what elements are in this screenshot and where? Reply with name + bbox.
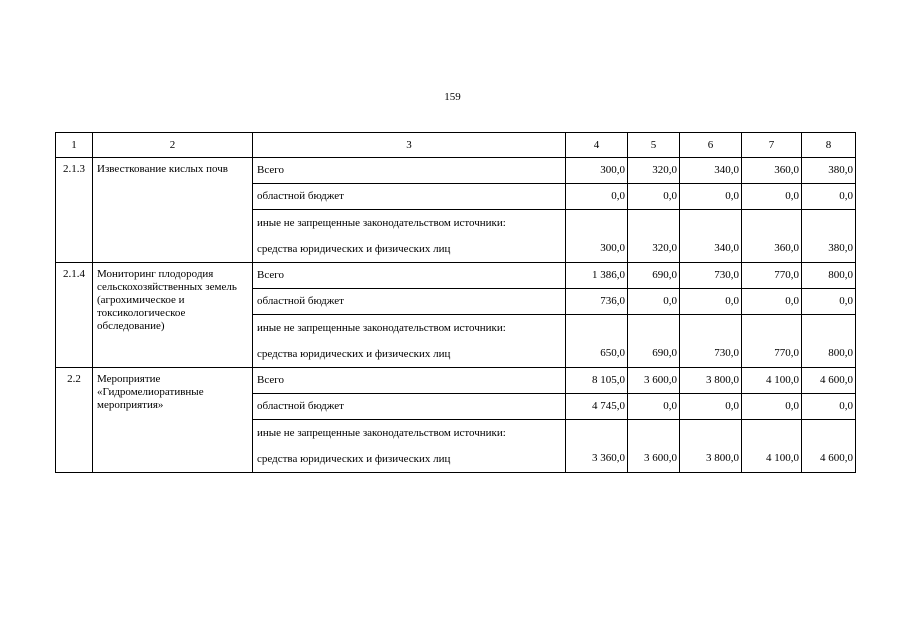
source-label (253, 315, 566, 368)
value-cell: 770,0 (742, 263, 802, 289)
value-cell: 340,0 (680, 210, 742, 263)
value-cell: 0,0 (802, 289, 856, 315)
source-label: областной бюджет (253, 394, 566, 420)
budget-table (55, 132, 856, 473)
value-cell: 0,0 (628, 289, 680, 315)
value-cell: 0,0 (742, 289, 802, 315)
value-cell: 3 800,0 (680, 368, 742, 394)
source-label: Всего (253, 263, 566, 289)
value-cell: 770,0 (742, 315, 802, 368)
source-label: областной бюджет (253, 184, 566, 210)
value-cell: 340,0 (680, 158, 742, 184)
legal-entities-label: средства юридических и физических лиц (257, 453, 451, 465)
table-row (56, 368, 856, 394)
value-cell: 4 600,0 (802, 420, 856, 473)
value-cell: 3 360,0 (566, 420, 628, 473)
item-name: Мониторинг плодородия сельскохозяйственных земель (агрохимическое и токсикологическое обследование) (93, 263, 253, 368)
source-label: Всего (253, 368, 566, 394)
item-code: 2.1.3 (56, 158, 93, 263)
column-header: 8 (802, 133, 856, 158)
column-header: 6 (680, 133, 742, 158)
value-cell: 650,0 (566, 315, 628, 368)
source-label (253, 420, 566, 473)
value-cell: 736,0 (566, 289, 628, 315)
value-cell: 3 600,0 (628, 420, 680, 473)
item-name: Мероприятие «Гидромелиоративные мероприятия» (93, 368, 253, 473)
item-code: 2.1.4 (56, 263, 93, 368)
value-cell: 380,0 (802, 210, 856, 263)
value-cell: 800,0 (802, 263, 856, 289)
item-code: 2.2 (56, 368, 93, 473)
value-cell: 4 100,0 (742, 368, 802, 394)
value-cell: 360,0 (742, 210, 802, 263)
value-cell: 0,0 (742, 184, 802, 210)
value-cell: 690,0 (628, 315, 680, 368)
source-label: областной бюджет (253, 289, 566, 315)
value-cell: 0,0 (802, 184, 856, 210)
value-cell: 8 105,0 (566, 368, 628, 394)
value-cell: 320,0 (628, 158, 680, 184)
source-label (253, 210, 566, 263)
column-header: 2 (93, 133, 253, 158)
other-sources-label: иные не запрещенные законодательством источники: (257, 217, 506, 229)
item-name: Известкование кислых почв (93, 158, 253, 263)
source-label: Всего (253, 158, 566, 184)
table-row (56, 263, 856, 289)
value-cell: 4 745,0 (566, 394, 628, 420)
value-cell: 0,0 (680, 394, 742, 420)
column-header: 4 (566, 133, 628, 158)
value-cell: 730,0 (680, 315, 742, 368)
value-cell: 300,0 (566, 158, 628, 184)
other-sources-label: иные не запрещенные законодательством источники: (257, 322, 506, 334)
page-number: 159 (444, 91, 461, 103)
value-cell: 320,0 (628, 210, 680, 263)
column-header: 5 (628, 133, 680, 158)
value-cell: 1 386,0 (566, 263, 628, 289)
value-cell: 0,0 (742, 394, 802, 420)
value-cell: 4 600,0 (802, 368, 856, 394)
value-cell: 0,0 (628, 184, 680, 210)
legal-entities-label: средства юридических и физических лиц (257, 348, 451, 360)
value-cell: 690,0 (628, 263, 680, 289)
column-header-row (56, 133, 856, 158)
value-cell: 800,0 (802, 315, 856, 368)
value-cell: 300,0 (566, 210, 628, 263)
legal-entities-label: средства юридических и физических лиц (257, 243, 451, 255)
value-cell: 0,0 (680, 289, 742, 315)
table-row (56, 158, 856, 184)
value-cell: 0,0 (566, 184, 628, 210)
value-cell: 3 800,0 (680, 420, 742, 473)
value-cell: 4 100,0 (742, 420, 802, 473)
column-header: 7 (742, 133, 802, 158)
value-cell: 730,0 (680, 263, 742, 289)
value-cell: 360,0 (742, 158, 802, 184)
value-cell: 0,0 (802, 394, 856, 420)
column-header: 1 (56, 133, 93, 158)
column-header: 3 (253, 133, 566, 158)
value-cell: 3 600,0 (628, 368, 680, 394)
value-cell: 0,0 (680, 184, 742, 210)
value-cell: 380,0 (802, 158, 856, 184)
value-cell: 0,0 (628, 394, 680, 420)
other-sources-label: иные не запрещенные законодательством источники: (257, 427, 506, 439)
